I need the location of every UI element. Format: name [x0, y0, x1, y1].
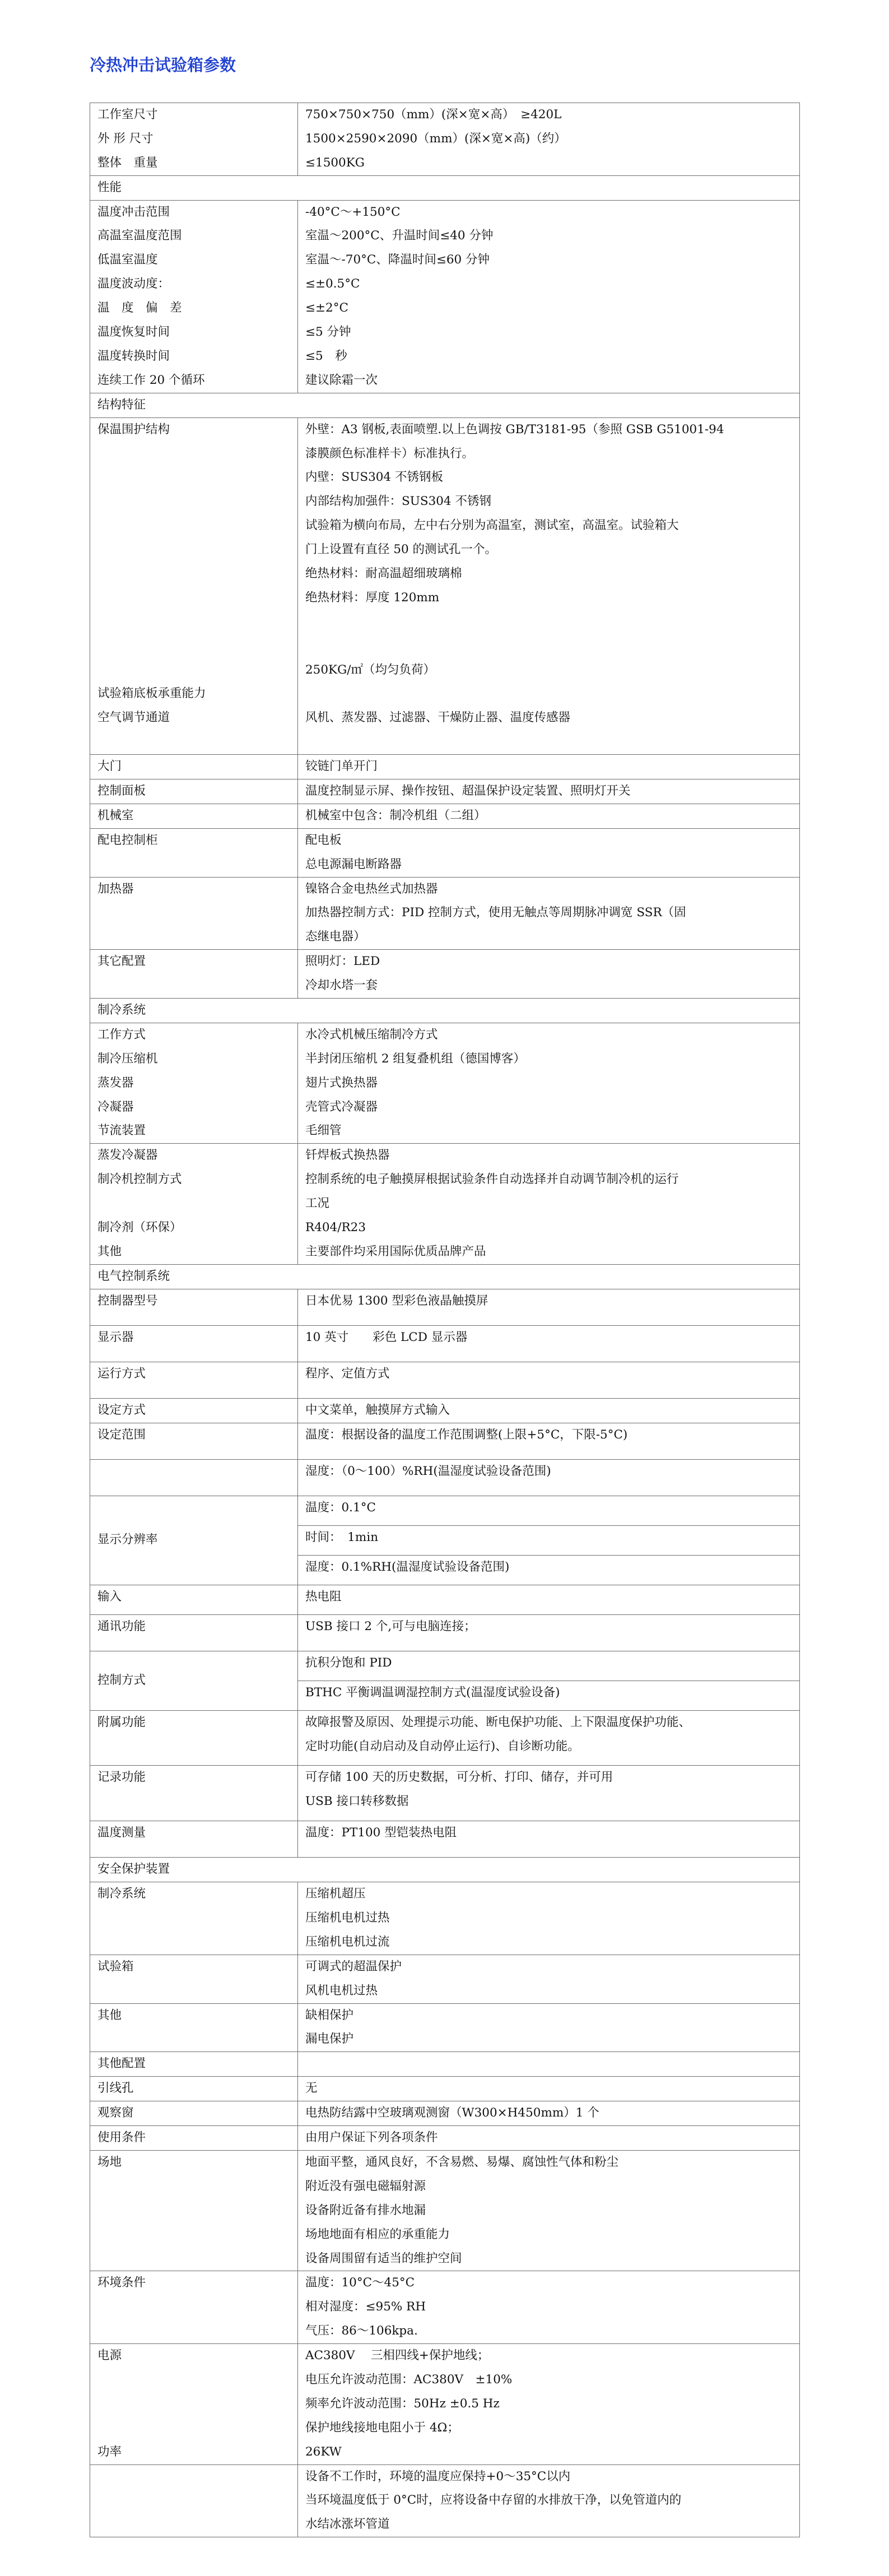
param-name-line: 温度转换时间 [97, 349, 170, 363]
param-value: USB 接口 2 个,可与电脑连接； [298, 1614, 800, 1651]
param-value [298, 1710, 800, 1766]
param-value-line: 保护地线接地电阻小于 4Ω； [305, 2420, 459, 2435]
param-name-line: 工作室尺寸 [97, 108, 158, 122]
param-name-line: 蒸发冷凝器 [97, 1148, 158, 1163]
param-name-line [97, 2416, 297, 2440]
param-value-line: 750×750×750（mm）(深×宽×高） ≥420L [305, 108, 562, 122]
param-value-line: 水冷式机械压缩制冷方式 [305, 1027, 438, 1042]
section-row [90, 393, 800, 417]
param-value-line: 温度：10°C～45°C [305, 2276, 415, 2290]
param-name-line: 冷凝器 [97, 1099, 134, 1114]
param-value: 抗积分饱和 PID [298, 1651, 800, 1681]
table-row [90, 1955, 800, 2003]
table-row [90, 2077, 800, 2101]
param-value: 无 [298, 2077, 800, 2101]
param-value-line: 建议除霜一次 [305, 373, 378, 387]
param-value-line: 漆膜颜色标准样卡）标准执行。 [305, 446, 474, 461]
param-name [90, 950, 298, 999]
table-row [90, 417, 800, 754]
param-name-line: 控制面板 [97, 783, 146, 798]
param-value-line: 压缩机超压 [305, 1887, 366, 1901]
param-name: 显示分辨率 [90, 1496, 298, 1585]
table-row [90, 1144, 800, 1264]
param-value [298, 804, 800, 828]
param-value-line: 水结冰涨坏管道 [305, 2517, 390, 2532]
table-row [90, 1496, 800, 1525]
param-value-line: 机械室中包含：制冷机组（二组） [305, 808, 486, 823]
param-name-line: 温度冲击范围 [97, 205, 170, 219]
param-value: 10 英寸 彩色 LCD 显示器 [298, 1325, 800, 1362]
param-value [298, 1144, 800, 1264]
param-value-line: 设备附近备有排水地漏 [305, 2203, 426, 2217]
param-name: 设定方式 [90, 1398, 298, 1423]
param-value: BTHC 平衡调温调湿控制方式(温湿度试验设备) [298, 1681, 800, 1710]
param-name-line: 其他 [97, 1244, 122, 1259]
param-name-line: 加热器 [97, 881, 134, 896]
param-value [298, 2003, 800, 2052]
param-value [298, 417, 800, 754]
table-row [90, 2271, 800, 2344]
param-value-line: 电压允许波动范围：AC380V ±10% [305, 2372, 513, 2387]
param-name [90, 877, 298, 950]
param-value: 湿度：（0～100）%RH(温湿度试验设备范围) [298, 1459, 800, 1496]
param-name [90, 755, 298, 779]
param-value-line: 主要部件均采用国际优质品牌产品 [305, 1244, 486, 1259]
param-name-line [97, 466, 297, 490]
param-value: 温度：PT100 型铠装热电阻 [298, 1821, 800, 1858]
table-row [90, 1398, 800, 1423]
param-name [90, 2150, 298, 2271]
param-value [298, 755, 800, 779]
param-value-line: ≤±0.5°C [305, 277, 360, 291]
param-value-line: 绝热材料：厚度 120mm [305, 590, 440, 605]
section-title: 性能 [90, 175, 800, 200]
param-name-line: 制冷系统 [97, 1887, 146, 1901]
param-value-line: 钎焊板式换热器 [305, 1148, 390, 1163]
section-row [90, 1858, 800, 1882]
section-title: 安全保护装置 [90, 1858, 800, 1882]
param-value: 湿度：0.1%RH(温湿度试验设备范围) [298, 1555, 800, 1585]
param-value-line: 外壁：A3 钢板,表面喷塑.以上色调按 GB/T3181-95（参照 GSB G51001-94 [305, 422, 724, 437]
param-name: 使用条件 [90, 2126, 298, 2151]
param-value: 由用户保证下列各项条件 [298, 2126, 800, 2151]
param-value-line: 半封闭压缩机 2 组复叠机组（德国博客） [305, 1051, 525, 1066]
param-value-line: 温度控制显示屏、操作按钮、超温保护设定装置、照明灯开关 [305, 783, 631, 798]
table-row [90, 1821, 800, 1858]
param-value-line: 缺相保护 [305, 2008, 354, 2022]
param-name-line [97, 2368, 297, 2392]
param-value: 热电阻 [298, 1585, 800, 1614]
param-value-line: 绝热材料：耐高温超细玻璃棉 [305, 566, 462, 581]
param-value-line: 附近没有强电磁辐射源 [305, 2179, 426, 2193]
param-value-line: 加热器控制方式：PID 控制方式，使用无触点等周期脉冲调宽 SSR（固 [305, 906, 686, 920]
param-value-line: 总电源漏电断路器 [305, 857, 402, 871]
param-value-line: 1500×2590×2090（mm）(深×宽×高)（约） [305, 131, 566, 146]
section-title: 制冷系统 [90, 998, 800, 1023]
param-name-line: 温 度 偏 差 [97, 301, 182, 315]
param-name-empty [90, 1459, 298, 1496]
param-value-line: 毛细管 [305, 1124, 342, 1138]
param-value-line: 室温～-70°C、降温时间≤60 分钟 [305, 253, 490, 267]
param-value-line: 设备周围留有适当的维护空间 [305, 2251, 462, 2266]
param-value-line: 250KG/㎡（均匀负荷） [305, 662, 436, 677]
param-value-line: 气压：86～106kpa. [305, 2324, 418, 2338]
param-name-line [97, 442, 297, 466]
table-row [90, 2101, 800, 2126]
param-value [298, 877, 800, 950]
table-row [90, 1651, 800, 1681]
param-name-line [97, 586, 297, 610]
param-value-line: 场地地面有相应的承重能力 [305, 2227, 450, 2241]
param-name-line: 整体 重量 [97, 155, 158, 170]
param-value-line [305, 682, 799, 706]
param-name-line: 机械室 [97, 808, 134, 823]
param-name-line: 工作方式 [97, 1027, 146, 1042]
param-name-line: 蒸发器 [97, 1075, 134, 1090]
param-name: 显示器 [90, 1325, 298, 1362]
param-name-line [97, 1192, 297, 1216]
table-row [90, 1766, 800, 1821]
param-value [298, 2150, 800, 2271]
table-row [90, 755, 800, 779]
param-value [298, 103, 800, 176]
param-name-line: 制冷剂（环保） [97, 1220, 182, 1235]
table-row [90, 950, 800, 999]
param-name: 观察窗 [90, 2101, 298, 2126]
param-name-line: 制冷机控制方式 [97, 1172, 182, 1187]
param-value [298, 2344, 800, 2464]
param-name-line: 外 形 尺寸 [97, 131, 153, 146]
param-name-line: 低温室温度 [97, 253, 158, 267]
param-value-line: 照明灯：LED [305, 954, 380, 969]
param-name [90, 1882, 298, 1955]
param-name: 运行方式 [90, 1362, 298, 1398]
param-value-line: 相对湿度：≤95% RH [305, 2300, 426, 2314]
table-row [90, 1289, 800, 1325]
param-name-empty [90, 2464, 298, 2537]
param-value-line: 漏电保护 [305, 2032, 354, 2046]
param-value-line: 压缩机电机过热 [305, 1910, 390, 1925]
section-row [90, 175, 800, 200]
param-value-line: 定时功能(自动启动及自动停止运行)、自诊断功能。 [305, 1739, 580, 1753]
param-name-line: 试验箱底板承重能力 [97, 686, 206, 701]
param-name-line: 空气调节通道 [97, 711, 170, 725]
param-name-line: 高温室温度范围 [97, 229, 182, 243]
param-value: 中文菜单，触摸屏方式输入 [298, 1398, 800, 1423]
table-row [90, 2344, 800, 2464]
param-value-line: 铰链门单开门 [305, 759, 378, 774]
param-name-line [97, 2392, 297, 2416]
param-value [298, 2464, 800, 2537]
table-row [90, 2003, 800, 2052]
param-value-line: 地面平整，通风良好，不含易燃、易爆、腐蚀性气体和粉尘 [305, 2155, 619, 2169]
param-value [298, 1882, 800, 1955]
param-value-line: 冷却水塔一套 [305, 978, 378, 993]
param-name-line [97, 490, 297, 514]
table-row [90, 804, 800, 828]
param-name-line: 温度恢复时间 [97, 325, 170, 340]
param-name-line: 功率 [97, 2444, 122, 2459]
table-row [90, 877, 800, 950]
param-name-line: 节流装置 [97, 1124, 146, 1138]
param-name-line [97, 730, 297, 754]
param-value-line: ≤1500KG [305, 155, 365, 170]
table-row [90, 103, 800, 176]
param-value-line: ≤±2°C [305, 301, 348, 315]
param-value-line: 壳管式冷凝器 [305, 1099, 378, 1114]
param-value-line: 风机、蒸发器、过滤器、干燥防止器、温度传感器 [305, 711, 571, 725]
param-name [90, 2344, 298, 2464]
param-value-line: 当环境温度低于 0°C时，应将设备中存留的水排放干净，以免管道内的 [305, 2493, 682, 2508]
param-value-line: 配电板 [305, 833, 342, 847]
param-name [90, 2003, 298, 2052]
param-name-line: 其它配置 [97, 954, 146, 969]
param-name: 附属功能 [90, 1710, 298, 1766]
section-title: 结构特征 [90, 393, 800, 417]
table-row [90, 1459, 800, 1496]
param-value-line: 设备不工作时，环境的温度应保持+0～35°C以内 [305, 2469, 571, 2484]
param-name: 通讯功能 [90, 1614, 298, 1651]
param-value-line [305, 610, 799, 634]
section-row [90, 998, 800, 1023]
param-name-line [97, 658, 297, 683]
param-name [90, 828, 298, 877]
section-title: 电气控制系统 [90, 1264, 800, 1289]
table-row [90, 779, 800, 804]
param-name [90, 2271, 298, 2344]
table-row [90, 1882, 800, 1955]
param-value-line: USB 接口转移数据 [305, 1794, 409, 1809]
param-name: 输入 [90, 1585, 298, 1614]
param-value-line: 门上设置有直径 50 的测试孔一个。 [305, 542, 497, 557]
param-value-line: 控制系统的电子触摸屏根据试验条件自动选择并自动调节制冷机的运行 [305, 1172, 679, 1187]
param-value-line: 可调式的超温保护 [305, 1959, 402, 1974]
param-value [298, 1023, 800, 1143]
table-row [90, 828, 800, 877]
param-name-line: 温度波动度： [97, 277, 170, 291]
param-value: 时间： 1min [298, 1525, 800, 1555]
table-row [90, 200, 800, 393]
section-row [90, 1264, 800, 1289]
table-row [90, 1362, 800, 1398]
param-value: 温度：0.1°C [298, 1496, 800, 1525]
param-name: 引线孔 [90, 2077, 298, 2101]
param-value-empty [298, 2052, 800, 2077]
param-value [298, 2271, 800, 2344]
param-value-line: ≤5 秒 [305, 349, 347, 363]
param-value-line: 频率允许波动范围：50Hz ±0.5 Hz [305, 2396, 500, 2411]
param-value-line: 内壁：SUS304 不锈钢板 [305, 470, 443, 485]
param-name [90, 200, 298, 393]
table-row [90, 2052, 800, 2077]
param-value-line: 镍铬合金电热丝式加热器 [305, 881, 438, 896]
param-value-line: 内部结构加强件：SUS304 不锈钢 [305, 494, 491, 509]
param-value: 日本优易 1300 型彩色液晶触摸屏 [298, 1289, 800, 1325]
param-value: 程序、定值方式 [298, 1362, 800, 1398]
param-value-line: R404/R23 [305, 1220, 366, 1235]
param-value: 温度：根据设备的温度工作范围调整(上限+5°C，下限-5°C) [298, 1423, 800, 1459]
param-value-line: AC380V 三相四线+保护地线； [305, 2348, 490, 2363]
param-name: 温度测量 [90, 1821, 298, 1858]
param-name-line: 大门 [97, 759, 122, 774]
param-name-line [97, 562, 297, 586]
param-name: 控制器型号 [90, 1289, 298, 1325]
param-value: 电热防结露中空玻璃观测窗（W300×H450mm）1 个 [298, 2101, 800, 2126]
param-name-line: 试验箱 [97, 1959, 134, 1974]
table-row [90, 1585, 800, 1614]
param-name-line: 电源 [97, 2348, 122, 2363]
table-row [90, 1710, 800, 1766]
param-name [90, 1023, 298, 1143]
param-name-line [97, 538, 297, 562]
param-value-line: 态继电器） [305, 930, 366, 944]
param-name [90, 1144, 298, 1264]
param-name-line [97, 634, 297, 658]
param-value-line: 故障报警及原因、处理提示功能、断电保护功能、上下限温度保护功能、 [305, 1715, 691, 1729]
table-row [90, 2126, 800, 2151]
param-name [90, 779, 298, 804]
param-name-line: 配电控制柜 [97, 833, 158, 847]
param-value-line: 风机电机过热 [305, 1983, 378, 1998]
param-name-line: 场地 [97, 2155, 122, 2169]
param-value-line: ≤5 分钟 [305, 325, 351, 340]
param-value [298, 1955, 800, 2003]
param-value [298, 828, 800, 877]
param-value-line: -40°C～+150°C [305, 205, 401, 219]
table-row [90, 1614, 800, 1651]
param-value-line: 工况 [305, 1196, 330, 1211]
param-value [298, 950, 800, 999]
param-value [298, 1766, 800, 1821]
param-name: 控制方式 [90, 1651, 298, 1710]
table-row [90, 2150, 800, 2271]
param-value-line: 压缩机电机过流 [305, 1934, 390, 1949]
param-name-line: 其他 [97, 2008, 122, 2022]
param-name: 记录功能 [90, 1766, 298, 1821]
param-name-line: 环境条件 [97, 2276, 146, 2290]
page-title: 冷热冲击试验箱参数 [90, 55, 236, 75]
param-value-line: 试验箱为横向布局，左中右分别为高温室，测试室，高温室。试验箱大 [305, 518, 679, 533]
param-value-line: 26KW [305, 2444, 342, 2459]
table-row [90, 1423, 800, 1459]
param-name-line: 保温围护结构 [97, 422, 170, 437]
param-name [90, 103, 298, 176]
param-value-line: 翅片式换热器 [305, 1075, 378, 1090]
param-value-line: 可存储 100 天的历史数据，可分析、打印、储存，并可用 [305, 1770, 613, 1785]
spec-table [90, 103, 800, 2537]
param-name-line: 制冷压缩机 [97, 1051, 158, 1066]
param-name [90, 417, 298, 754]
param-name-line [97, 514, 297, 538]
table-row [90, 1325, 800, 1362]
param-name [90, 804, 298, 828]
param-value-line: 室温～200°C、升温时间≤40 分钟 [305, 229, 494, 243]
table-row [90, 1023, 800, 1143]
param-name: 设定范围 [90, 1423, 298, 1459]
param-name-line: 连续工作 20 个循环 [97, 373, 205, 387]
table-row [90, 2464, 800, 2537]
param-value [298, 200, 800, 393]
param-name-line [97, 610, 297, 634]
param-value-line [305, 634, 799, 658]
param-value [298, 779, 800, 804]
param-name [90, 1955, 298, 2003]
param-name: 其他配置 [90, 2052, 298, 2077]
